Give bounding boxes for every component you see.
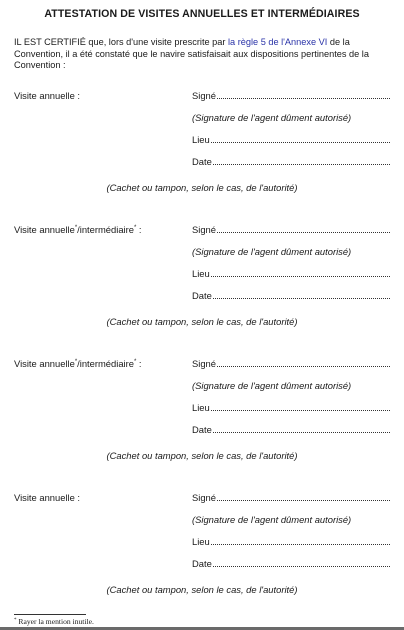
place-field[interactable]: Lieu xyxy=(192,536,390,547)
stamp-caption: (Cachet ou tampon, selon le cas, de l'autorité) xyxy=(106,450,298,461)
place-field[interactable]: Lieu xyxy=(192,268,390,279)
dotted-line xyxy=(213,558,390,567)
date-field[interactable]: Date xyxy=(192,558,390,569)
visit-section-4 xyxy=(14,492,396,602)
signature-caption: (Signature de l'agent dûment autorisé) xyxy=(192,380,352,391)
place-field[interactable]: Lieu xyxy=(192,134,390,145)
stamp-caption: (Cachet ou tampon, selon le cas, de l'autorité) xyxy=(106,584,298,595)
dotted-line xyxy=(217,90,390,99)
signature-field[interactable]: Signé xyxy=(192,358,390,369)
visit-section-1 xyxy=(14,90,396,200)
signature-field[interactable]: Signé xyxy=(192,492,390,503)
dotted-line xyxy=(211,402,390,411)
signature-field[interactable]: Signé xyxy=(192,90,390,101)
dotted-line xyxy=(213,424,390,433)
visit-label: Visite annuelle*/intermédiaire* : xyxy=(14,224,142,235)
signature-caption: (Signature de l'agent dûment autorisé) xyxy=(192,112,352,123)
visit-label: Visite annuelle*/intermédiaire* : xyxy=(14,358,142,369)
signature-caption: (Signature de l'agent dûment autorisé) xyxy=(192,246,352,257)
footnote-rule xyxy=(14,614,86,615)
place-field[interactable]: Lieu xyxy=(192,402,390,413)
dotted-line xyxy=(213,290,390,299)
date-field[interactable]: Date xyxy=(192,156,390,167)
dotted-line xyxy=(217,492,390,501)
footnote-text: Rayer la mention inutile. xyxy=(16,617,94,626)
signature-caption: (Signature de l'agent dûment autorisé) xyxy=(192,514,352,525)
stamp-caption: (Cachet ou tampon, selon le cas, de l'autorité) xyxy=(106,316,298,327)
dotted-line xyxy=(217,224,390,233)
dotted-line xyxy=(217,358,390,367)
dotted-line xyxy=(211,536,390,545)
visit-label: Visite annuelle : xyxy=(14,492,81,503)
date-field[interactable]: Date xyxy=(192,290,390,301)
dotted-line xyxy=(211,268,390,277)
signature-field[interactable]: Signé xyxy=(192,224,390,235)
document-title: ATTESTATION DE VISITES ANNUELLES ET INTERMÉDIAIRES xyxy=(44,8,360,20)
rule-reference-link[interactable]: la règle 5 de l'Annexe VI xyxy=(228,37,328,47)
date-field[interactable]: Date xyxy=(192,424,390,435)
footnote xyxy=(14,617,94,626)
intro-text-start: IL EST CERTIFIÉ que, lors d'une visite prescrite par xyxy=(14,37,229,47)
dotted-line xyxy=(211,134,390,143)
footnote-mark: * xyxy=(14,618,17,623)
visit-section-3 xyxy=(14,358,396,468)
visit-section-2 xyxy=(14,224,396,334)
stamp-caption: (Cachet ou tampon, selon le cas, de l'autorité) xyxy=(106,182,298,193)
dotted-line xyxy=(213,156,390,165)
visit-label: Visite annuelle : xyxy=(14,90,81,101)
intro-text-end: de la Convention, il a été constaté que le navire satisfaisait aux dispositions pertinentes de la Convention : xyxy=(14,37,369,70)
intro-paragraph xyxy=(14,37,394,72)
